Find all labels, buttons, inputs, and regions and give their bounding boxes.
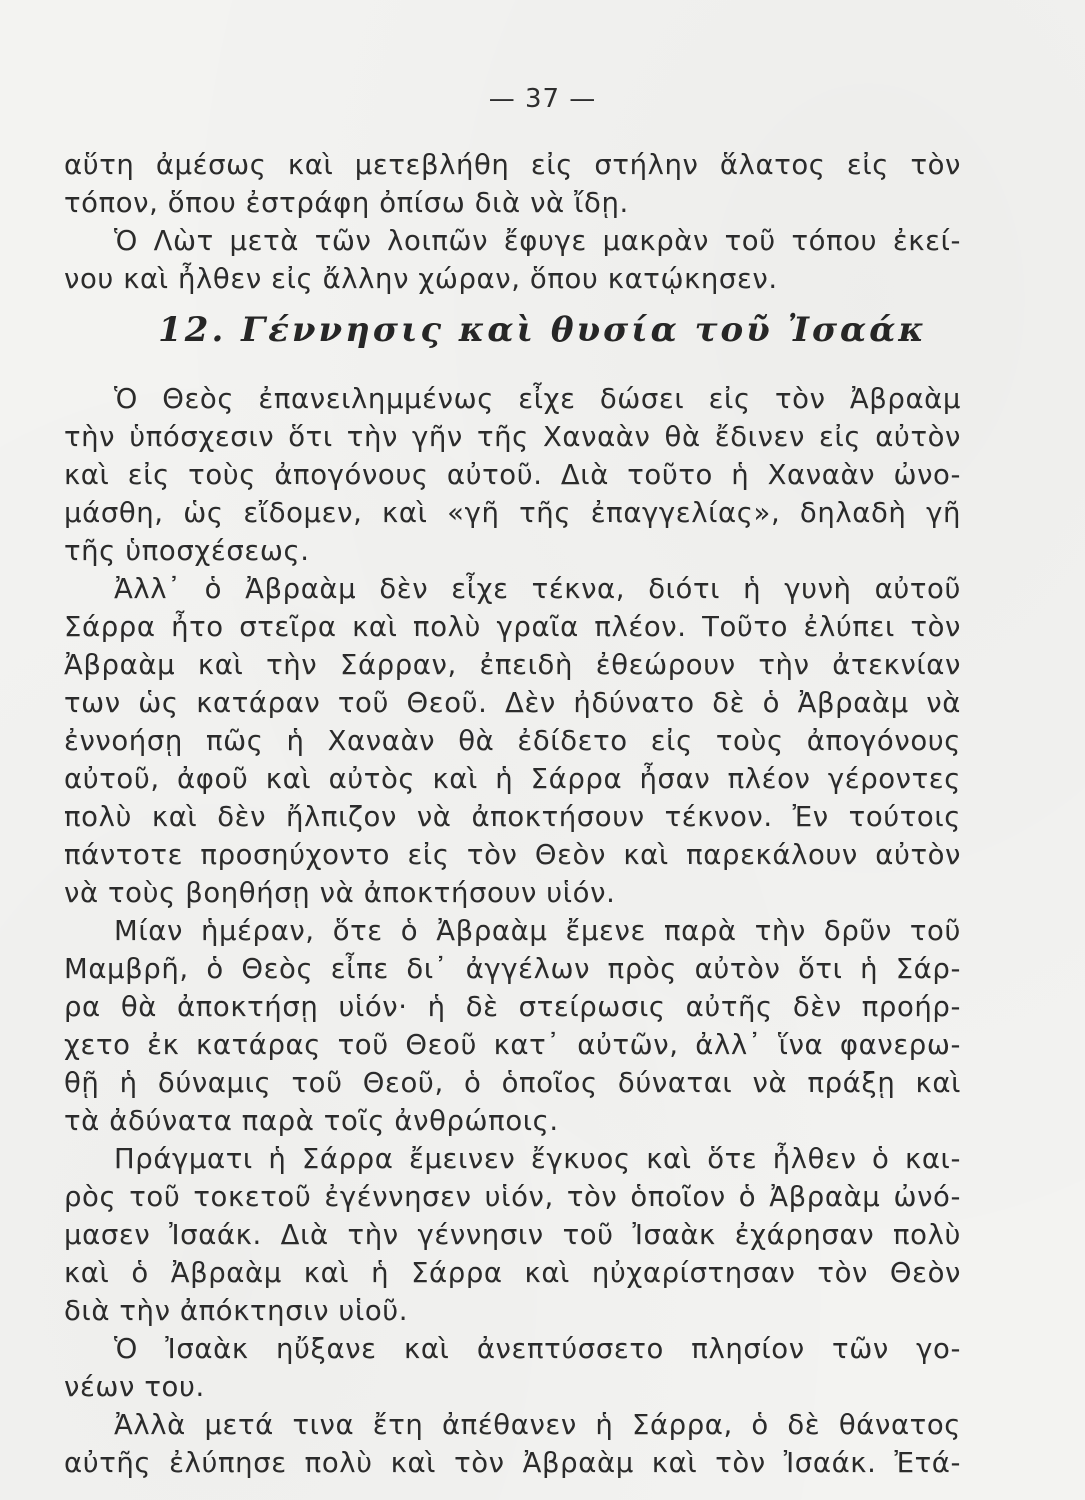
text-line: πολὺ καὶ δὲν ἤλπιζον νὰ ἀποκτήσουν τέκνον. Ἐν τούτοις xyxy=(64,801,961,833)
text-line: καὶ ὁ Ἀβραὰμ καὶ ἡ Σάρρα καὶ ηὐχαρίστησαν τὸν Θεὸν xyxy=(64,1257,961,1289)
text-line: Ἀλλὰ μετά τινα ἔτη ἀπέθανεν ἡ Σάρρα, ὁ δὲ θάνατος xyxy=(114,1409,961,1441)
text-line: των ὡς κατάραν τοῦ Θεοῦ. Δὲν ἠδύνατο δὲ ὁ Ἀβραὰμ νὰ xyxy=(64,687,961,719)
text-line: διὰ τὴν ἀπόκτησιν υἱοῦ. xyxy=(64,1295,409,1327)
text-line: αὕτη ἀμέσως καὶ μετεβλήθη εἰς στήλην ἅλατος εἰς τὸν xyxy=(64,149,961,181)
intro-paragraphs xyxy=(64,146,961,298)
text-line: ἐννοήσῃ πῶς ἡ Χαναὰν θὰ ἐδίδετο εἰς τοὺς ἀπογόνους xyxy=(64,725,961,757)
text-line: χετο ἐκ κατάρας τοῦ Θεοῦ κατ᾿ αὐτῶν, ἀλλ᾿ ἵνα φανερω- xyxy=(64,1029,961,1061)
text-line: Ὁ Λὼτ μετὰ τῶν λοιπῶν ἔφυγε μακρὰν τοῦ τόπου ἐκεί- xyxy=(114,225,961,257)
text-line: καὶ εἰς τοὺς ἀπογόνους αὐτοῦ. Διὰ τοῦτο ἡ Χαναὰν ὠνο- xyxy=(64,459,961,491)
text-line: τὴν ὑπόσχεσιν ὅτι τὴν γῆν τῆς Χαναὰν θὰ ἔδινεν εἰς αὐτὸν xyxy=(64,421,961,453)
section-heading: 12. Γέννησις καὶ θυσία τοῦ Ἰσαάκ xyxy=(158,310,927,350)
text-line: Ἀλλ᾿ ὁ Ἀβραὰμ δὲν εἶχε τέκνα, διότι ἡ γυνὴ αὐτοῦ xyxy=(114,573,961,605)
text-line: Σάρρα ἦτο στεῖρα καὶ πολὺ γραῖα πλέον. Τοῦτο ἐλύπει τὸν xyxy=(64,611,961,643)
text-line: αὐτῆς ἐλύπησε πολὺ καὶ τὸν Ἀβραὰμ καὶ τὸν Ἰσαάκ. Ἐτά- xyxy=(64,1447,961,1479)
text-line: αὐτοῦ, ἀφοῦ καὶ αὐτὸς καὶ ἡ Σάρρα ἦσαν πλέον γέροντες xyxy=(64,763,961,795)
text-line: Ὁ Ἰσαὰκ ηὔξανε καὶ ἀνεπτύσσετο πλησίον τῶν γο- xyxy=(114,1333,961,1365)
text-line: νέων του. xyxy=(64,1371,205,1403)
section-body xyxy=(64,380,961,1482)
text-line: νὰ τοὺς βοηθήσῃ νὰ ἀποκτήσουν υἱόν. xyxy=(64,877,616,909)
text-line: Μίαν ἡμέραν, ὅτε ὁ Ἀβραὰμ ἔμενε παρὰ τὴν δρῦν τοῦ xyxy=(114,915,961,947)
text-line: νου καὶ ἦλθεν εἰς ἄλλην χώραν, ὅπου κατῴκησεν. xyxy=(64,263,778,295)
text-line: θῇ ἡ δύναμις τοῦ Θεοῦ, ὁ ὁποῖος δύναται νὰ πράξῃ καὶ xyxy=(64,1067,961,1099)
text-line: πάντοτε προσηύχοντο εἰς τὸν Θεὸν καὶ παρεκάλουν αὐτὸν xyxy=(64,839,961,871)
text-line: Ἀβραὰμ καὶ τὴν Σάρραν, ἐπειδὴ ἐθεώρουν τὴν ἀτεκνίαν xyxy=(64,649,961,681)
text-line: Πράγματι ἡ Σάρρα ἔμεινεν ἔγκυος καὶ ὅτε ἦλθεν ὁ και- xyxy=(114,1143,961,1175)
text-line: Μαμβρῆ, ὁ Θεὸς εἶπε δι᾿ ἀγγέλων πρὸς αὐτὸν ὅτι ἡ Σάρ- xyxy=(64,953,961,985)
text-line: τὰ ἀδύνατα παρὰ τοῖς ἀνθρώποις. xyxy=(64,1105,559,1137)
text-line: τόπον, ὅπου ἐστράφη ὀπίσω διὰ νὰ ἴδῃ. xyxy=(64,187,629,219)
text-line: μασεν Ἰσαάκ. Διὰ τὴν γέννησιν τοῦ Ἰσαὰκ ἐχάρησαν πολὺ xyxy=(64,1219,961,1251)
text-line: Ὁ Θεὸς ἐπανειλημμένως εἶχε δώσει εἰς τὸν Ἀβραὰμ xyxy=(114,383,961,415)
page-number: — 37 — xyxy=(488,84,597,114)
text-line: ρὸς τοῦ τοκετοῦ ἐγέννησεν υἱόν, τὸν ὁποῖον ὁ Ἀβραὰμ ὠνό- xyxy=(64,1181,961,1213)
text-line: ρα θὰ ἀποκτήσῃ υἱόν· ἡ δὲ στείρωσις αὐτῆς δὲν προήρ- xyxy=(64,991,961,1023)
text-line: μάσθη, ὡς εἴδομεν, καὶ «γῆ τῆς ἐπαγγελίας», δηλαδὴ γῆ xyxy=(64,497,961,529)
text-line: τῆς ὑποσχέσεως. xyxy=(64,535,310,567)
